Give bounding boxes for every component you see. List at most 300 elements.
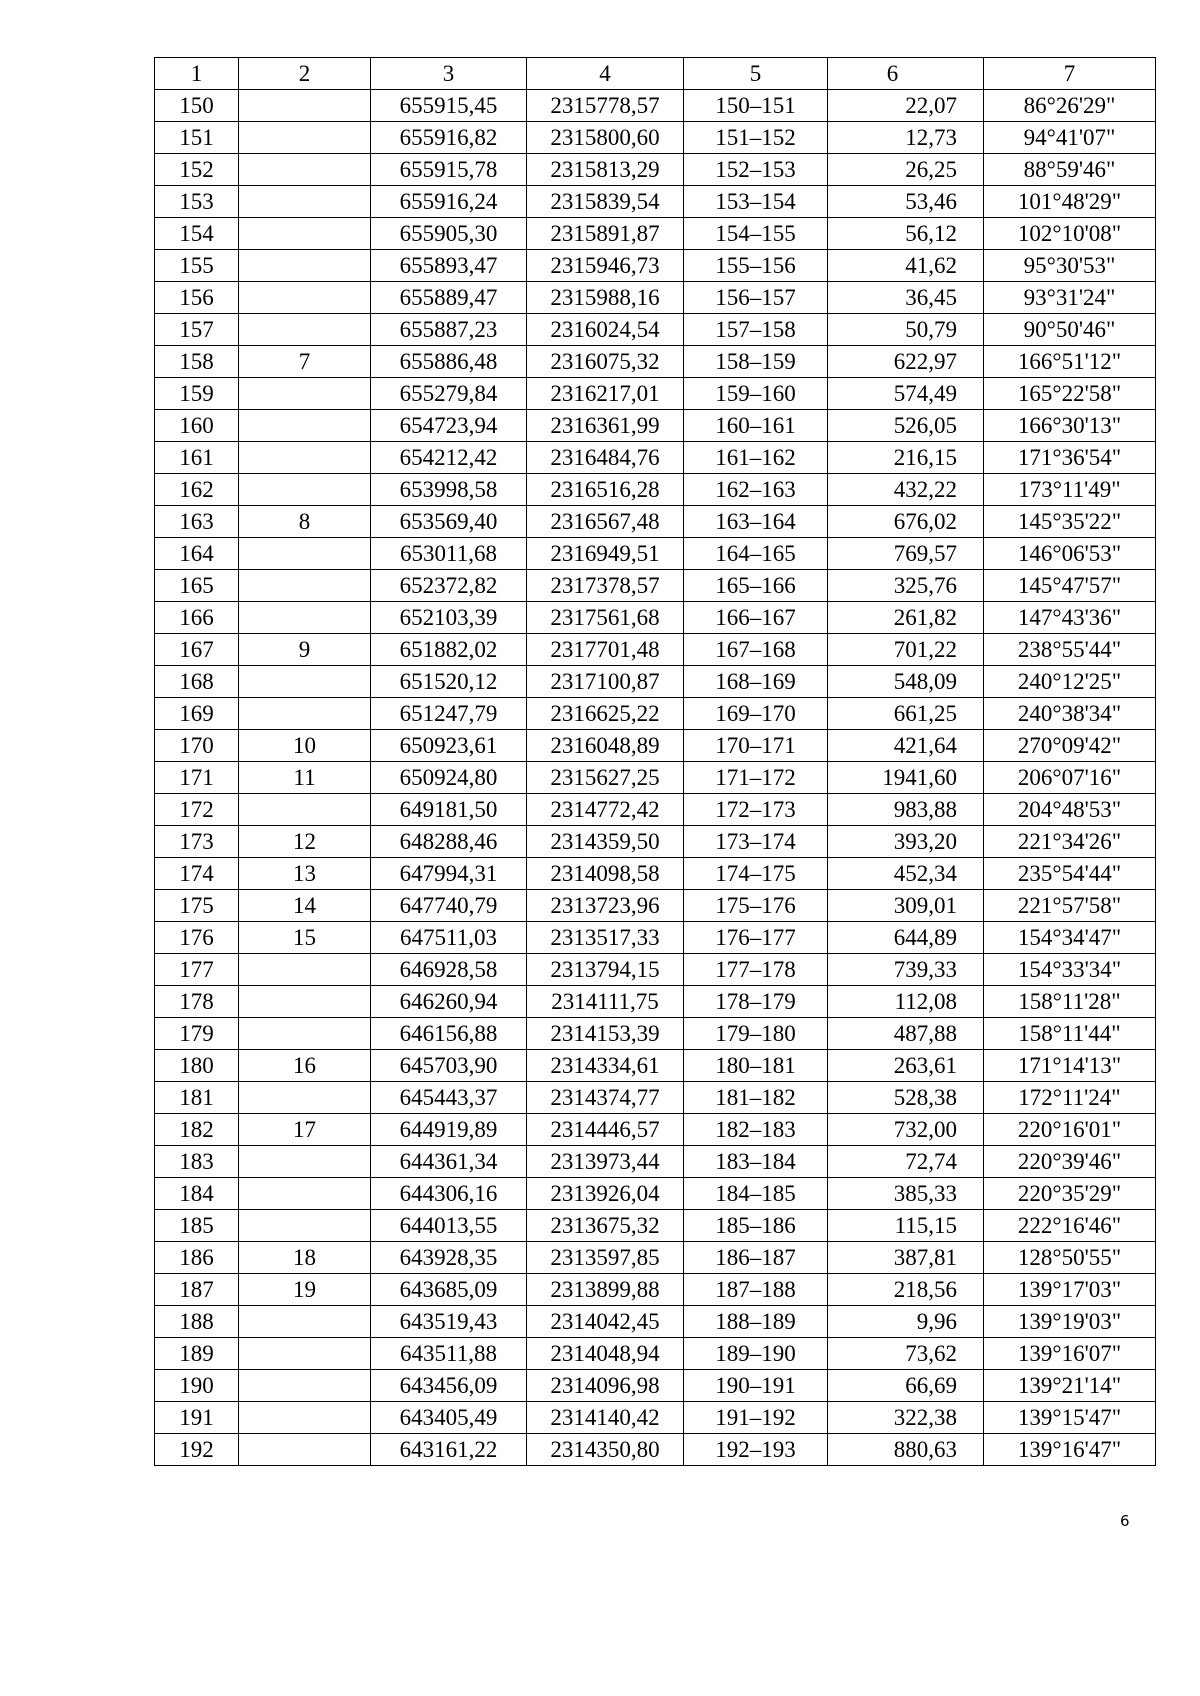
section-number-cell bbox=[239, 1018, 371, 1050]
segment-cell: 153–154 bbox=[684, 186, 828, 218]
x-coordinate-cell: 655887,23 bbox=[371, 314, 527, 346]
y-coordinate-cell: 2316625,22 bbox=[527, 698, 684, 730]
point-number-cell: 184 bbox=[155, 1178, 239, 1210]
direction-angle-cell: 171°36'54" bbox=[984, 442, 1156, 474]
y-coordinate-cell: 2314374,77 bbox=[527, 1082, 684, 1114]
table-row bbox=[155, 858, 1156, 890]
section-number-cell bbox=[239, 1306, 371, 1338]
segment-cell: 156–157 bbox=[684, 282, 828, 314]
point-number-cell: 169 bbox=[155, 698, 239, 730]
table-row bbox=[155, 506, 1156, 538]
table-row bbox=[155, 1274, 1156, 1306]
y-coordinate-cell: 2314153,39 bbox=[527, 1018, 684, 1050]
point-number-cell: 170 bbox=[155, 730, 239, 762]
y-coordinate-cell: 2313899,88 bbox=[527, 1274, 684, 1306]
table-row bbox=[155, 698, 1156, 730]
table-row bbox=[155, 442, 1156, 474]
section-number-cell: 18 bbox=[239, 1242, 371, 1274]
table-row bbox=[155, 730, 1156, 762]
length-cell: 701,22 bbox=[828, 634, 984, 666]
direction-angle-cell: 220°16'01" bbox=[984, 1114, 1156, 1146]
column-header: 5 bbox=[684, 58, 828, 90]
segment-cell: 162–163 bbox=[684, 474, 828, 506]
section-number-cell: 7 bbox=[239, 346, 371, 378]
y-coordinate-cell: 2314098,58 bbox=[527, 858, 684, 890]
length-cell: 53,46 bbox=[828, 186, 984, 218]
point-number-cell: 190 bbox=[155, 1370, 239, 1402]
y-coordinate-cell: 2315800,60 bbox=[527, 122, 684, 154]
x-coordinate-cell: 646156,88 bbox=[371, 1018, 527, 1050]
segment-cell: 155–156 bbox=[684, 250, 828, 282]
segment-cell: 157–158 bbox=[684, 314, 828, 346]
direction-angle-cell: 101°48'29" bbox=[984, 186, 1156, 218]
length-cell: 739,33 bbox=[828, 954, 984, 986]
page-number: 6 bbox=[1120, 1512, 1130, 1530]
length-cell: 676,02 bbox=[828, 506, 984, 538]
direction-angle-cell: 166°30'13" bbox=[984, 410, 1156, 442]
point-number-cell: 161 bbox=[155, 442, 239, 474]
direction-angle-cell: 166°51'12" bbox=[984, 346, 1156, 378]
x-coordinate-cell: 644919,89 bbox=[371, 1114, 527, 1146]
length-cell: 216,15 bbox=[828, 442, 984, 474]
column-header: 4 bbox=[527, 58, 684, 90]
x-coordinate-cell: 651520,12 bbox=[371, 666, 527, 698]
point-number-cell: 165 bbox=[155, 570, 239, 602]
direction-angle-cell: 221°57'58" bbox=[984, 890, 1156, 922]
direction-angle-cell: 158°11'28" bbox=[984, 986, 1156, 1018]
point-number-cell: 159 bbox=[155, 378, 239, 410]
direction-angle-cell: 165°22'58" bbox=[984, 378, 1156, 410]
direction-angle-cell: 94°41'07" bbox=[984, 122, 1156, 154]
x-coordinate-cell: 643685,09 bbox=[371, 1274, 527, 1306]
length-cell: 115,15 bbox=[828, 1210, 984, 1242]
section-number-cell bbox=[239, 1402, 371, 1434]
table-row bbox=[155, 346, 1156, 378]
y-coordinate-cell: 2314359,50 bbox=[527, 826, 684, 858]
y-coordinate-cell: 2313723,96 bbox=[527, 890, 684, 922]
point-number-cell: 182 bbox=[155, 1114, 239, 1146]
length-cell: 487,88 bbox=[828, 1018, 984, 1050]
length-cell: 644,89 bbox=[828, 922, 984, 954]
y-coordinate-cell: 2316361,99 bbox=[527, 410, 684, 442]
y-coordinate-cell: 2314334,61 bbox=[527, 1050, 684, 1082]
y-coordinate-cell: 2315839,54 bbox=[527, 186, 684, 218]
section-number-cell: 10 bbox=[239, 730, 371, 762]
section-number-cell bbox=[239, 474, 371, 506]
x-coordinate-cell: 651882,02 bbox=[371, 634, 527, 666]
table-row bbox=[155, 1434, 1156, 1466]
y-coordinate-cell: 2316516,28 bbox=[527, 474, 684, 506]
segment-cell: 179–180 bbox=[684, 1018, 828, 1050]
point-number-cell: 172 bbox=[155, 794, 239, 826]
direction-angle-cell: 171°14'13" bbox=[984, 1050, 1156, 1082]
direction-angle-cell: 240°12'25" bbox=[984, 666, 1156, 698]
segment-cell: 185–186 bbox=[684, 1210, 828, 1242]
x-coordinate-cell: 644361,34 bbox=[371, 1146, 527, 1178]
direction-angle-cell: 158°11'44" bbox=[984, 1018, 1156, 1050]
segment-cell: 178–179 bbox=[684, 986, 828, 1018]
x-coordinate-cell: 653011,68 bbox=[371, 538, 527, 570]
length-cell: 385,33 bbox=[828, 1178, 984, 1210]
point-number-cell: 192 bbox=[155, 1434, 239, 1466]
x-coordinate-cell: 650923,61 bbox=[371, 730, 527, 762]
segment-cell: 169–170 bbox=[684, 698, 828, 730]
length-cell: 22,07 bbox=[828, 90, 984, 122]
length-cell: 387,81 bbox=[828, 1242, 984, 1274]
point-number-cell: 186 bbox=[155, 1242, 239, 1274]
y-coordinate-cell: 2316567,48 bbox=[527, 506, 684, 538]
table-row bbox=[155, 410, 1156, 442]
direction-angle-cell: 102°10'08" bbox=[984, 218, 1156, 250]
point-number-cell: 156 bbox=[155, 282, 239, 314]
section-number-cell bbox=[239, 218, 371, 250]
segment-cell: 188–189 bbox=[684, 1306, 828, 1338]
section-number-cell: 16 bbox=[239, 1050, 371, 1082]
segment-cell: 190–191 bbox=[684, 1370, 828, 1402]
segment-cell: 175–176 bbox=[684, 890, 828, 922]
section-number-cell bbox=[239, 1338, 371, 1370]
table-row bbox=[155, 1402, 1156, 1434]
y-coordinate-cell: 2315813,29 bbox=[527, 154, 684, 186]
table-row bbox=[155, 1306, 1156, 1338]
y-coordinate-cell: 2315988,16 bbox=[527, 282, 684, 314]
section-number-cell bbox=[239, 570, 371, 602]
x-coordinate-cell: 649181,50 bbox=[371, 794, 527, 826]
y-coordinate-cell: 2315946,73 bbox=[527, 250, 684, 282]
direction-angle-cell: 145°47'57" bbox=[984, 570, 1156, 602]
length-cell: 661,25 bbox=[828, 698, 984, 730]
direction-angle-cell: 90°50'46" bbox=[984, 314, 1156, 346]
column-header: 7 bbox=[984, 58, 1156, 90]
table-row bbox=[155, 186, 1156, 218]
direction-angle-cell: 222°16'46" bbox=[984, 1210, 1156, 1242]
length-cell: 218,56 bbox=[828, 1274, 984, 1306]
length-cell: 72,74 bbox=[828, 1146, 984, 1178]
point-number-cell: 176 bbox=[155, 922, 239, 954]
section-number-cell bbox=[239, 1178, 371, 1210]
section-number-cell bbox=[239, 442, 371, 474]
segment-cell: 180–181 bbox=[684, 1050, 828, 1082]
section-number-cell bbox=[239, 154, 371, 186]
direction-angle-cell: 220°35'29" bbox=[984, 1178, 1156, 1210]
table-row bbox=[155, 1242, 1156, 1274]
length-cell: 41,62 bbox=[828, 250, 984, 282]
length-cell: 50,79 bbox=[828, 314, 984, 346]
x-coordinate-cell: 653569,40 bbox=[371, 506, 527, 538]
x-coordinate-cell: 646260,94 bbox=[371, 986, 527, 1018]
x-coordinate-cell: 643928,35 bbox=[371, 1242, 527, 1274]
point-number-cell: 174 bbox=[155, 858, 239, 890]
point-number-cell: 162 bbox=[155, 474, 239, 506]
table-row bbox=[155, 1370, 1156, 1402]
point-number-cell: 175 bbox=[155, 890, 239, 922]
x-coordinate-cell: 655916,82 bbox=[371, 122, 527, 154]
point-number-cell: 185 bbox=[155, 1210, 239, 1242]
segment-cell: 171–172 bbox=[684, 762, 828, 794]
section-number-cell bbox=[239, 698, 371, 730]
y-coordinate-cell: 2314772,42 bbox=[527, 794, 684, 826]
point-number-cell: 179 bbox=[155, 1018, 239, 1050]
section-number-cell bbox=[239, 1210, 371, 1242]
segment-cell: 158–159 bbox=[684, 346, 828, 378]
direction-angle-cell: 88°59'46" bbox=[984, 154, 1156, 186]
point-number-cell: 150 bbox=[155, 90, 239, 122]
y-coordinate-cell: 2313973,44 bbox=[527, 1146, 684, 1178]
point-number-cell: 158 bbox=[155, 346, 239, 378]
x-coordinate-cell: 647511,03 bbox=[371, 922, 527, 954]
length-cell: 528,38 bbox=[828, 1082, 984, 1114]
x-coordinate-cell: 654723,94 bbox=[371, 410, 527, 442]
length-cell: 548,09 bbox=[828, 666, 984, 698]
table-row bbox=[155, 538, 1156, 570]
direction-angle-cell: 238°55'44" bbox=[984, 634, 1156, 666]
length-cell: 432,22 bbox=[828, 474, 984, 506]
x-coordinate-cell: 643511,88 bbox=[371, 1338, 527, 1370]
length-cell: 574,49 bbox=[828, 378, 984, 410]
direction-angle-cell: 220°39'46" bbox=[984, 1146, 1156, 1178]
length-cell: 263,61 bbox=[828, 1050, 984, 1082]
point-number-cell: 177 bbox=[155, 954, 239, 986]
y-coordinate-cell: 2315891,87 bbox=[527, 218, 684, 250]
length-cell: 66,69 bbox=[828, 1370, 984, 1402]
length-cell: 732,00 bbox=[828, 1114, 984, 1146]
y-coordinate-cell: 2314048,94 bbox=[527, 1338, 684, 1370]
point-number-cell: 163 bbox=[155, 506, 239, 538]
table-row bbox=[155, 1338, 1156, 1370]
table-row bbox=[155, 90, 1156, 122]
length-cell: 9,96 bbox=[828, 1306, 984, 1338]
section-number-cell: 17 bbox=[239, 1114, 371, 1146]
segment-cell: 168–169 bbox=[684, 666, 828, 698]
direction-angle-cell: 240°38'34" bbox=[984, 698, 1156, 730]
direction-angle-cell: 93°31'24" bbox=[984, 282, 1156, 314]
section-number-cell bbox=[239, 186, 371, 218]
y-coordinate-cell: 2316217,01 bbox=[527, 378, 684, 410]
x-coordinate-cell: 643456,09 bbox=[371, 1370, 527, 1402]
table-body bbox=[155, 90, 1156, 1466]
x-coordinate-cell: 655279,84 bbox=[371, 378, 527, 410]
column-header: 6 bbox=[828, 58, 984, 90]
y-coordinate-cell: 2314042,45 bbox=[527, 1306, 684, 1338]
point-number-cell: 187 bbox=[155, 1274, 239, 1306]
segment-cell: 159–160 bbox=[684, 378, 828, 410]
point-number-cell: 166 bbox=[155, 602, 239, 634]
point-number-cell: 189 bbox=[155, 1338, 239, 1370]
segment-cell: 166–167 bbox=[684, 602, 828, 634]
segment-cell: 152–153 bbox=[684, 154, 828, 186]
direction-angle-cell: 95°30'53" bbox=[984, 250, 1156, 282]
y-coordinate-cell: 2314350,80 bbox=[527, 1434, 684, 1466]
y-coordinate-cell: 2316949,51 bbox=[527, 538, 684, 570]
segment-cell: 182–183 bbox=[684, 1114, 828, 1146]
direction-angle-cell: 139°17'03" bbox=[984, 1274, 1156, 1306]
table-row bbox=[155, 314, 1156, 346]
x-coordinate-cell: 655905,30 bbox=[371, 218, 527, 250]
header-row bbox=[155, 58, 1156, 90]
length-cell: 36,45 bbox=[828, 282, 984, 314]
direction-angle-cell: 139°16'07" bbox=[984, 1338, 1156, 1370]
x-coordinate-cell: 646928,58 bbox=[371, 954, 527, 986]
table-row bbox=[155, 378, 1156, 410]
segment-cell: 172–173 bbox=[684, 794, 828, 826]
point-number-cell: 188 bbox=[155, 1306, 239, 1338]
x-coordinate-cell: 650924,80 bbox=[371, 762, 527, 794]
length-cell: 261,82 bbox=[828, 602, 984, 634]
y-coordinate-cell: 2314096,98 bbox=[527, 1370, 684, 1402]
coordinates-table bbox=[154, 57, 1156, 1466]
length-cell: 421,64 bbox=[828, 730, 984, 762]
section-number-cell bbox=[239, 794, 371, 826]
section-number-cell bbox=[239, 1370, 371, 1402]
section-number-cell bbox=[239, 986, 371, 1018]
point-number-cell: 164 bbox=[155, 538, 239, 570]
y-coordinate-cell: 2316048,89 bbox=[527, 730, 684, 762]
section-number-cell bbox=[239, 602, 371, 634]
direction-angle-cell: 235°54'44" bbox=[984, 858, 1156, 890]
table-row bbox=[155, 762, 1156, 794]
segment-cell: 191–192 bbox=[684, 1402, 828, 1434]
direction-angle-cell: 154°33'34" bbox=[984, 954, 1156, 986]
y-coordinate-cell: 2316075,32 bbox=[527, 346, 684, 378]
length-cell: 112,08 bbox=[828, 986, 984, 1018]
segment-cell: 164–165 bbox=[684, 538, 828, 570]
table-row bbox=[155, 570, 1156, 602]
segment-cell: 167–168 bbox=[684, 634, 828, 666]
y-coordinate-cell: 2317701,48 bbox=[527, 634, 684, 666]
section-number-cell bbox=[239, 250, 371, 282]
y-coordinate-cell: 2313675,32 bbox=[527, 1210, 684, 1242]
table-row bbox=[155, 474, 1156, 506]
segment-cell: 183–184 bbox=[684, 1146, 828, 1178]
section-number-cell: 14 bbox=[239, 890, 371, 922]
direction-angle-cell: 128°50'55" bbox=[984, 1242, 1156, 1274]
x-coordinate-cell: 655915,78 bbox=[371, 154, 527, 186]
point-number-cell: 154 bbox=[155, 218, 239, 250]
section-number-cell bbox=[239, 314, 371, 346]
y-coordinate-cell: 2313794,15 bbox=[527, 954, 684, 986]
section-number-cell bbox=[239, 954, 371, 986]
x-coordinate-cell: 652372,82 bbox=[371, 570, 527, 602]
direction-angle-cell: 86°26'29" bbox=[984, 90, 1156, 122]
point-number-cell: 171 bbox=[155, 762, 239, 794]
table-row bbox=[155, 1082, 1156, 1114]
y-coordinate-cell: 2313926,04 bbox=[527, 1178, 684, 1210]
segment-cell: 186–187 bbox=[684, 1242, 828, 1274]
direction-angle-cell: 154°34'47" bbox=[984, 922, 1156, 954]
table-row bbox=[155, 1178, 1156, 1210]
segment-cell: 151–152 bbox=[684, 122, 828, 154]
point-number-cell: 183 bbox=[155, 1146, 239, 1178]
x-coordinate-cell: 647994,31 bbox=[371, 858, 527, 890]
x-coordinate-cell: 643161,22 bbox=[371, 1434, 527, 1466]
point-number-cell: 151 bbox=[155, 122, 239, 154]
section-number-cell: 15 bbox=[239, 922, 371, 954]
table-row bbox=[155, 218, 1156, 250]
direction-angle-cell: 173°11'49" bbox=[984, 474, 1156, 506]
point-number-cell: 180 bbox=[155, 1050, 239, 1082]
section-number-cell bbox=[239, 90, 371, 122]
x-coordinate-cell: 654212,42 bbox=[371, 442, 527, 474]
point-number-cell: 168 bbox=[155, 666, 239, 698]
column-header: 3 bbox=[371, 58, 527, 90]
segment-cell: 160–161 bbox=[684, 410, 828, 442]
direction-angle-cell: 139°21'14" bbox=[984, 1370, 1156, 1402]
section-number-cell: 9 bbox=[239, 634, 371, 666]
x-coordinate-cell: 643405,49 bbox=[371, 1402, 527, 1434]
segment-cell: 161–162 bbox=[684, 442, 828, 474]
point-number-cell: 155 bbox=[155, 250, 239, 282]
x-coordinate-cell: 655915,45 bbox=[371, 90, 527, 122]
segment-cell: 184–185 bbox=[684, 1178, 828, 1210]
table-row bbox=[155, 826, 1156, 858]
section-number-cell: 19 bbox=[239, 1274, 371, 1306]
y-coordinate-cell: 2316484,76 bbox=[527, 442, 684, 474]
direction-angle-cell: 270°09'42" bbox=[984, 730, 1156, 762]
section-number-cell bbox=[239, 282, 371, 314]
table-row bbox=[155, 794, 1156, 826]
direction-angle-cell: 204°48'53" bbox=[984, 794, 1156, 826]
x-coordinate-cell: 655893,47 bbox=[371, 250, 527, 282]
table-row bbox=[155, 154, 1156, 186]
y-coordinate-cell: 2314140,42 bbox=[527, 1402, 684, 1434]
x-coordinate-cell: 648288,46 bbox=[371, 826, 527, 858]
point-number-cell: 191 bbox=[155, 1402, 239, 1434]
length-cell: 26,25 bbox=[828, 154, 984, 186]
table-row bbox=[155, 1146, 1156, 1178]
length-cell: 769,57 bbox=[828, 538, 984, 570]
section-number-cell bbox=[239, 1146, 371, 1178]
point-number-cell: 167 bbox=[155, 634, 239, 666]
segment-cell: 187–188 bbox=[684, 1274, 828, 1306]
segment-cell: 174–175 bbox=[684, 858, 828, 890]
x-coordinate-cell: 651247,79 bbox=[371, 698, 527, 730]
table-row bbox=[155, 122, 1156, 154]
section-number-cell bbox=[239, 1082, 371, 1114]
segment-cell: 163–164 bbox=[684, 506, 828, 538]
x-coordinate-cell: 644306,16 bbox=[371, 1178, 527, 1210]
section-number-cell bbox=[239, 538, 371, 570]
direction-angle-cell: 146°06'53" bbox=[984, 538, 1156, 570]
length-cell: 322,38 bbox=[828, 1402, 984, 1434]
direction-angle-cell: 206°07'16" bbox=[984, 762, 1156, 794]
table-row bbox=[155, 1018, 1156, 1050]
length-cell: 1941,60 bbox=[828, 762, 984, 794]
x-coordinate-cell: 645703,90 bbox=[371, 1050, 527, 1082]
segment-cell: 173–174 bbox=[684, 826, 828, 858]
segment-cell: 177–178 bbox=[684, 954, 828, 986]
length-cell: 73,62 bbox=[828, 1338, 984, 1370]
table-row bbox=[155, 282, 1156, 314]
segment-cell: 192–193 bbox=[684, 1434, 828, 1466]
length-cell: 393,20 bbox=[828, 826, 984, 858]
length-cell: 983,88 bbox=[828, 794, 984, 826]
section-number-cell bbox=[239, 410, 371, 442]
x-coordinate-cell: 652103,39 bbox=[371, 602, 527, 634]
table-row bbox=[155, 1114, 1156, 1146]
direction-angle-cell: 139°16'47" bbox=[984, 1434, 1156, 1466]
x-coordinate-cell: 655886,48 bbox=[371, 346, 527, 378]
length-cell: 12,73 bbox=[828, 122, 984, 154]
point-number-cell: 181 bbox=[155, 1082, 239, 1114]
direction-angle-cell: 221°34'26" bbox=[984, 826, 1156, 858]
y-coordinate-cell: 2315778,57 bbox=[527, 90, 684, 122]
x-coordinate-cell: 643519,43 bbox=[371, 1306, 527, 1338]
y-coordinate-cell: 2314111,75 bbox=[527, 986, 684, 1018]
segment-cell: 189–190 bbox=[684, 1338, 828, 1370]
table-row bbox=[155, 634, 1156, 666]
point-number-cell: 178 bbox=[155, 986, 239, 1018]
section-number-cell: 13 bbox=[239, 858, 371, 890]
